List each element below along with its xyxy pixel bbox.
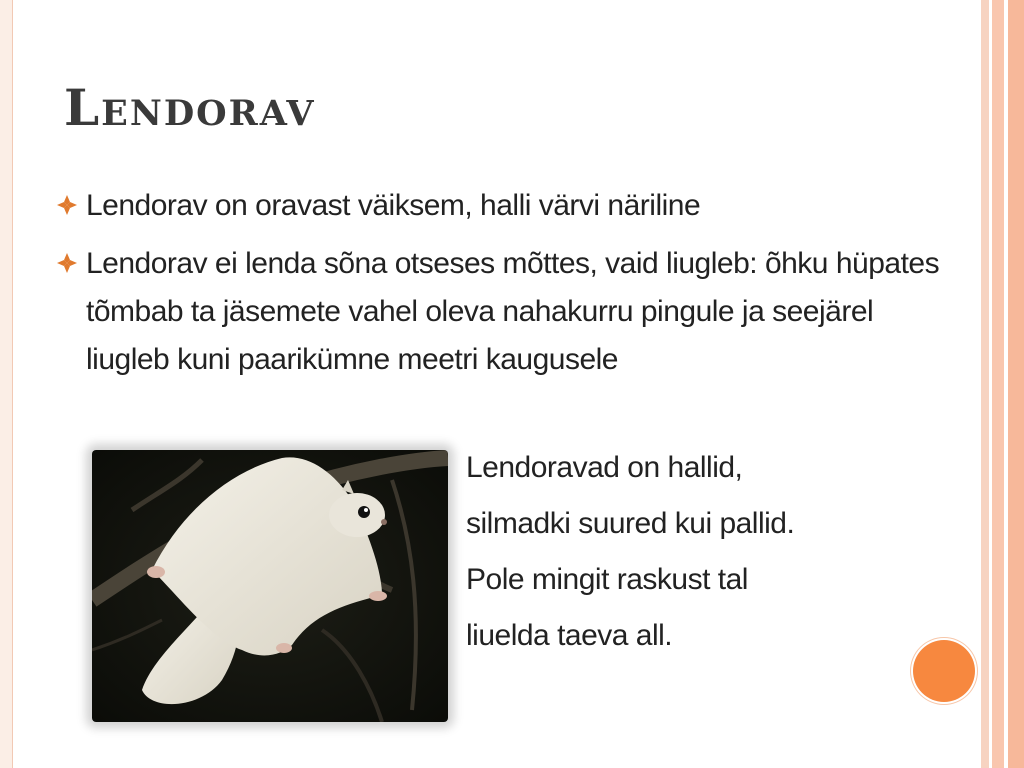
bullet-text: Lendorav ei lenda sõna otseses mõttes, vaid liugleb: õhku hüpates tõmbab ta jäsemete vahel oleva nahakurru pingule ja seejärel liugleb kuni paarikümne meetri kaugusele [86,247,940,376]
decor-circle [913,640,975,702]
poem [466,440,794,664]
bullet-list [56,182,956,394]
decor-stripe [1008,0,1024,768]
bullet-item [56,182,956,230]
flying-squirrel-illustration [92,450,448,722]
diamond-bullet-icon [56,194,78,216]
decor-stripe [992,0,1004,768]
decor-stripe [981,0,989,768]
poem-line: liuelda taeva all. [466,619,673,652]
slide-title: Lendorav [64,78,316,137]
diamond-bullet-icon [56,252,78,274]
flying-squirrel-photo [92,450,448,722]
poem-line: silmadki suured kui pallid. [466,507,795,540]
poem-line: Lendoravad on hallid, [466,451,743,484]
bullet-item [56,240,956,384]
poem-line: Pole mingit raskust tal [466,563,748,596]
bullet-text: Lendorav on oravast väiksem, halli värvi näriline [86,189,701,222]
